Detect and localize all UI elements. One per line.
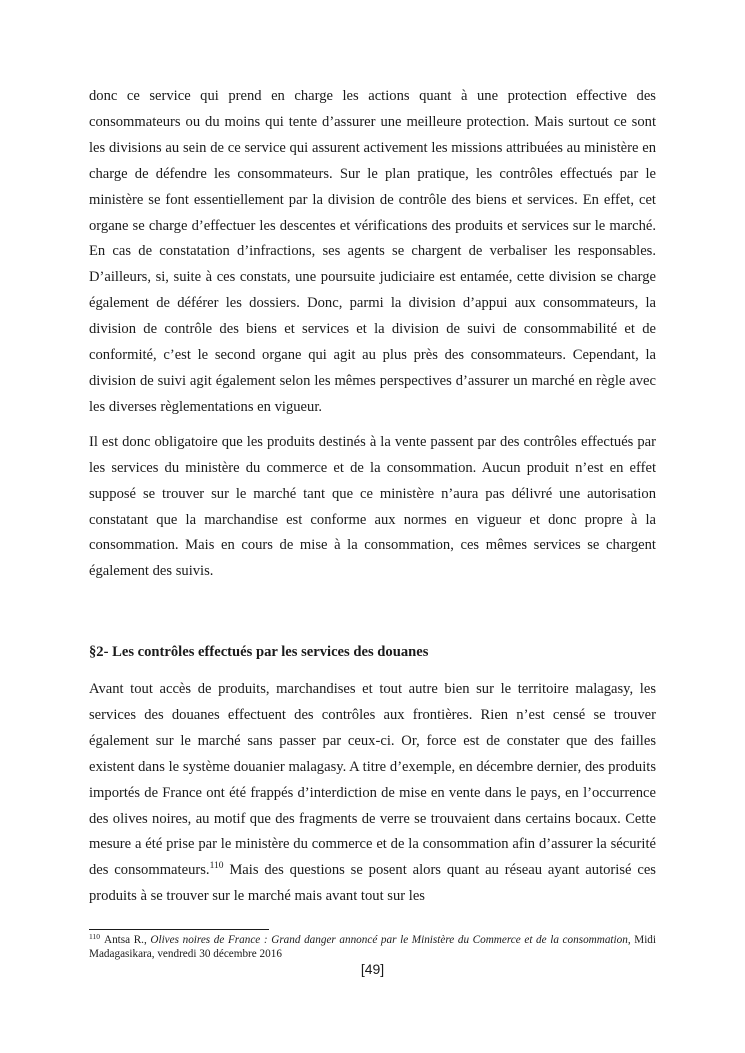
page-number: [49] xyxy=(360,961,385,977)
body-paragraph-3 xyxy=(89,677,656,910)
page-body xyxy=(89,84,656,905)
body-paragraph-2: Il est donc obligatoire que les produits destinés à la vente passent par des contrôles effectués par les services du ministère du commerce et de la consommation. Aucun produit n’est en effet supposé se trouver sur le marché tant que ce ministère n’aura pas délivré une autorisation constatant que la marchandise est conforme aux normes en vigueur et donc propre à la consommation. Mais en cours de mise à la consommation, ces mêmes services se chargent également des suivis. xyxy=(89,433,656,580)
footnote-number: 110 xyxy=(89,932,100,941)
section-heading: §2- Les contrôles effectués par les services des douanes xyxy=(89,644,429,660)
footnote-title: Olives noires de France : Grand danger annoncé par le Ministère du Commerce et de la consommation xyxy=(150,934,628,946)
body-paragraph-1: donc ce service qui prend en charge les actions quant à une protection effective des consommateurs ou du moins qui tente d’assurer une meilleure protection. Mais surtout ce sont les divisions au sein de ce service qui assurent activement les missions attribuées au ministère en charge de défendre les consommateurs. Sur le plan pratique, les contrôles effectués par le ministère se font essentiellement par la division de contrôle des biens et services. En effet, cet organe se charge d’effectuer les descentes et vérifications des produits et services sur le marché. En cas de constatation d’infractions, ses agents se chargent de verbaliser les responsables. D’ailleurs, si, suite à ces constats, une poursuite judiciaire est entamée, cette division se charge également de déférer les dossiers. Donc, parmi la division d’appui aux consommateurs, la division de contrôle des biens et services et la division de suivi de consommabilité et de conformité, c’est le second organe qui agit au plus près des consommateurs. Cependant, la division de suivi agit également selon les mêmes perspectives d’assurer un marché en règle avec les diverses règlementations en vigueur. xyxy=(89,88,656,415)
footnote-reference[interactable]: 110 xyxy=(209,861,224,872)
footnote-source: , Midi Madagasikara, vendredi 30 décembre 2016 xyxy=(89,934,657,960)
footnote xyxy=(89,934,656,961)
paragraph-3-text-end: Mais des questions se posent alors quant au réseau ayant autorisé ces produits à se trouver sur le marché mais avant tout sur les xyxy=(89,862,656,905)
footnote-author: Antsa R., xyxy=(103,934,151,946)
footnote-separator xyxy=(89,929,269,930)
paragraph-3-text-start: Avant tout accès de produits, marchandises et tout autre bien sur le territoire malagasy, les services des douanes effectuent des contrôles aux frontières. Rien n’est censé se trouver également sur le marché sans passer par ceux-ci. Or, force est de constater que des failles existent dans le système douanier malagasy. A titre d’exemple, en décembre dernier, des produits importés de France ont été frappés d’interdiction de mise en vente dans le pays, en l’occurrence des olives noires, au motif que des fragments de verre se trouvaient dans certains bocaux. Cette mesure a été prise par le ministère du commerce et de la consommation afin d’assurer la sécurité des consommateurs. xyxy=(89,681,656,879)
